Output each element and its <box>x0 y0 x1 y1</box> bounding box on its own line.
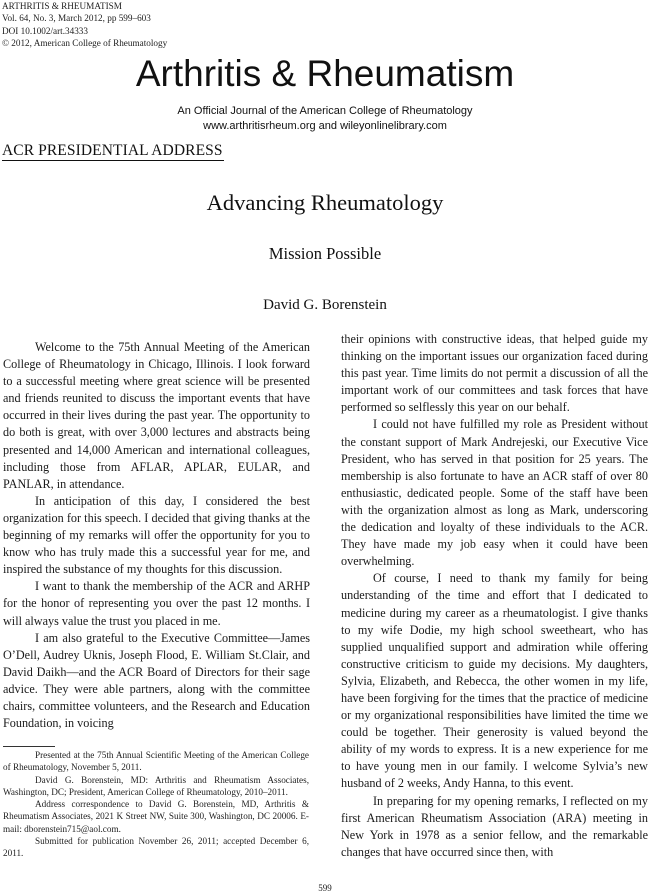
footnote: David G. Borenstein, MD: Arthritis and Rheumatism Associates, Washington, DC; President, American College of Rheumatology, 2010–2011. <box>3 774 309 797</box>
footnote: Submitted for publication November 26, 2011; accepted December 6, 2011. <box>3 836 309 859</box>
body-paragraph: Welcome to the 75th Annual Meeting of the American College of Rheumatology in Chicago, Illinois. I look forward to a successful meeting where great science will be presented and friends reunited to discuss the important events that have occurred in their lives during the past year. The opportunity to do both is great, with over 3,000 lectures and abstracts being presented and 14,000 American and international colleagues, including those from AFLAR, APLAR, EULAR, and PANLAR, in attendance. <box>3 340 310 491</box>
body-paragraph: In preparing for my opening remarks, I reflected on my first American Rheumatism Association (ARA) meeting in New York in 1978 as a senior fellow, and the remarkable changes that have occurred since then, with <box>341 793 648 859</box>
volume-issue-line: Vol. 64, No. 3, March 2012, pp 599–603 <box>2 13 151 24</box>
journal-masthead-subtitle <box>150 104 500 133</box>
footnote: Presented at the 75th Annual Scientific Meeting of the American College of Rheumatology, November 5, 2011. <box>3 750 309 773</box>
doi-line: DOI 10.1002/art.34333 <box>2 25 88 36</box>
body-paragraph: Of course, I need to thank my family for being understanding of the time and effort that I dedicated to medicine during my career as a rheumatologist. I give thanks to my wife Dodie, my high school sweetheart, who has supplied unqualified support and admiration while offering constructive criticism to guide my decisions. My daughters, Sylvia, Elizabeth, and Rebecca, the other women in my life, have been forgiving for the times that the practice of medicine or my organizational responsibilities have limited the time we could be together. Their generosity is valued beyond the ability of my words to express. It is a new experience for me to have young men in our family. I welcome Sylvia’s new husband of 2 weeks, Andy Hanna, to this event. <box>341 571 648 791</box>
body-paragraph: I could not have fulfilled my role as President without the constant support of Mark Andrejeski, our Executive Vice President, who has served in that position for 25 years. The membership is also fortunate to have an ACR staff of over 80 enthusiastic, dedicated people. Some of the staff have been with the organization almost as long as Mark, underscoring the dedication and loyalty of these individuals to the ACR. They have made my job easy when it could have been overwhelming. <box>341 417 648 569</box>
copyright-line: © 2012, American College of Rheumatology <box>2 37 168 48</box>
body-paragraph: their opinions with constructive ideas, that helped guide my thinking on the important issues our organization faced during this past year. Time limits do not permit a discussion of all the important work of our committees and task forces that have performed so selflessly this year on our behalf. <box>341 332 648 415</box>
article-title: Advancing Rheumatology <box>206 190 444 215</box>
footnote-divider <box>3 746 55 747</box>
article-header-meta <box>2 0 167 49</box>
author-name: David G. Borenstein <box>263 297 387 313</box>
body-paragraph: I want to thank the membership of the ACR and ARHP for the honor of representing you over the past 12 months. I will always value the trust you placed in me. <box>3 579 310 628</box>
page-number: 599 <box>318 883 332 893</box>
body-column-right <box>341 331 648 861</box>
journal-websites: www.arthritisrheum.org and wileyonlinelibrary.com <box>203 119 447 132</box>
journal-running-head: ARTHRITIS & RHEUMATISM <box>2 1 122 11</box>
article-subtitle: Mission Possible <box>268 244 382 263</box>
body-column-left <box>3 339 310 732</box>
journal-tagline: An Official Journal of the American College of Rheumatology <box>177 105 473 117</box>
body-paragraph: In anticipation of this day, I considered the best organization for this speech. I decided that giving thanks at the beginning of my remarks will offer the opportunity for you to know who has truly made this a successful year for me, and inspired the substance of my thoughts for this discussion. <box>3 493 310 577</box>
body-paragraph: I am also grateful to the Executive Committee—James O’Dell, Audrey Uknis, Joseph Flood, E. William St.Clair, and David Daikh—and the ACR Board of Directors for their sage advice. They were able partners, along with the committee chairs, committee volunteers, and the Research and Education Foundation, in voicing <box>3 630 310 731</box>
footnotes <box>3 749 309 860</box>
footnote: Address correspondence to David G. Borenstein, MD, Arthritis & Rheumatism Associates, 2021 K Street NW, Suite 300, Washington, DC 20006. E-mail: dborenstein715@aol.com. <box>3 799 309 834</box>
section-label: ACR PRESIDENTIAL ADDRESS <box>2 142 223 159</box>
journal-title: Arthritis & Rheumatism <box>135 53 515 94</box>
